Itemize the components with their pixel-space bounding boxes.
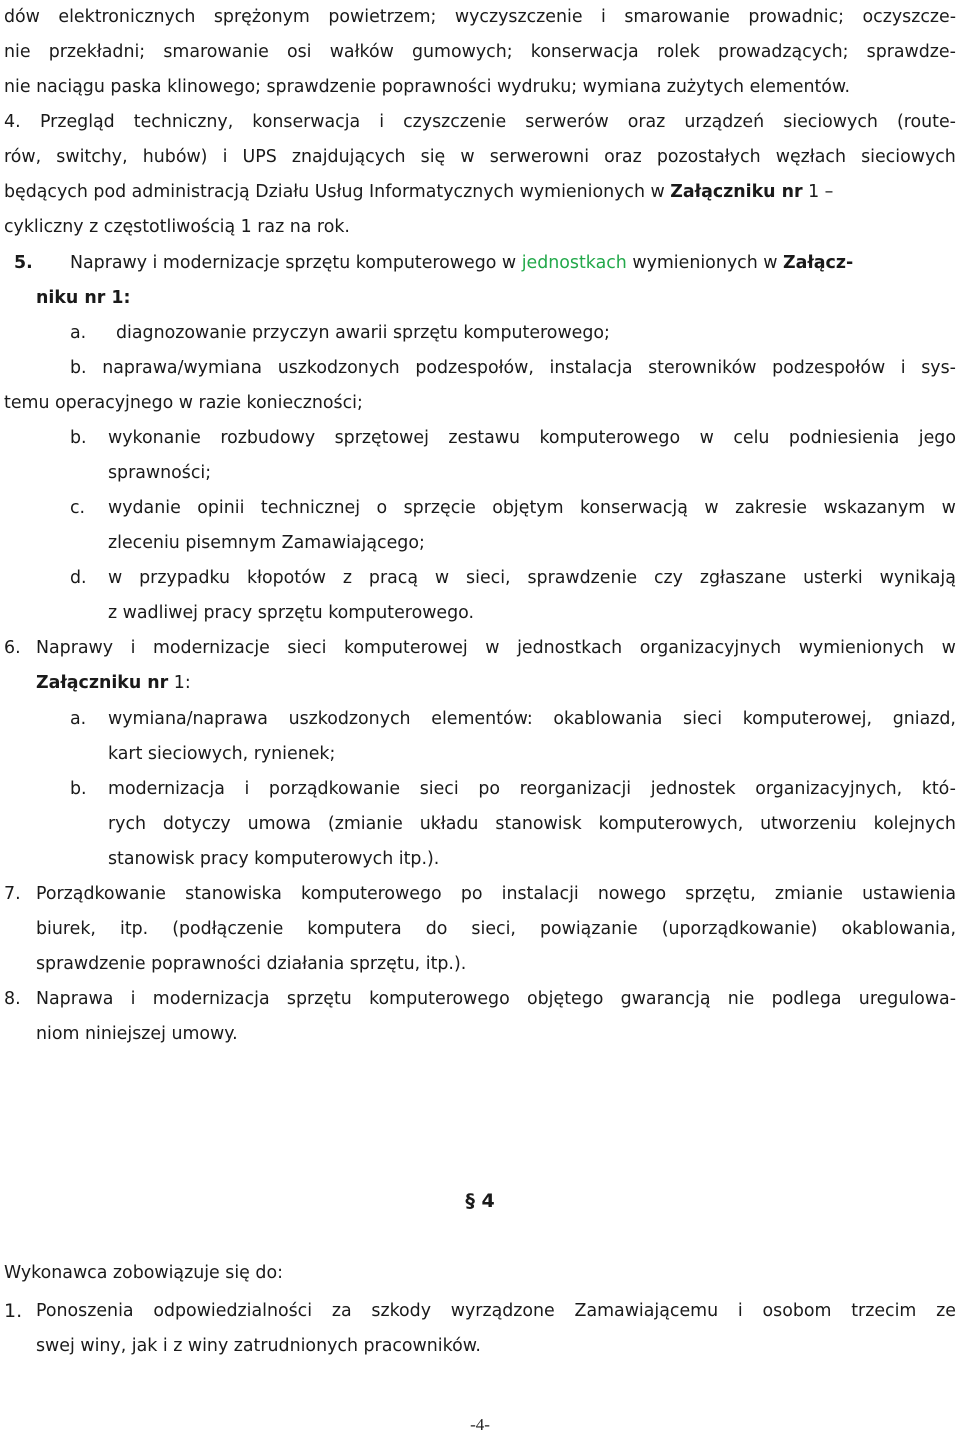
word: zakresie	[735, 498, 807, 518]
list-number: 4.	[4, 112, 21, 132]
word: pozostałych	[656, 147, 761, 167]
word: serwerowni	[489, 147, 590, 167]
word: sprzętu,	[685, 884, 756, 904]
word: i	[900, 358, 906, 378]
text-segment: Naprawy i modernizacje sprzętu komputerowego w	[70, 253, 522, 273]
word: i	[130, 989, 136, 1009]
word: hubów)	[142, 147, 208, 167]
word: uszkodzonych	[288, 709, 411, 729]
paragraph-line	[4, 41, 956, 63]
word: b.	[70, 358, 87, 378]
word: oczyszcze-	[862, 7, 956, 27]
word: nie	[4, 42, 31, 62]
word: uszkodzonych	[277, 358, 400, 378]
word: nie	[727, 989, 755, 1009]
word: sieci	[419, 779, 459, 799]
section-intro: Wykonawca zobowiązuje się do:	[4, 1263, 283, 1283]
word: organizacyjnych,	[755, 779, 903, 799]
paragraph-line	[70, 252, 853, 274]
word: nowego	[597, 884, 667, 904]
word: technicznej	[260, 498, 361, 518]
word: jego	[918, 428, 956, 448]
word: przekładni;	[48, 42, 146, 62]
word: i	[244, 779, 250, 799]
word: UPS	[242, 147, 277, 167]
word: wyczyszczenie	[454, 7, 583, 27]
word: biurek,	[36, 919, 96, 939]
list-label: a.	[70, 709, 87, 729]
word: sprężonym	[213, 7, 310, 27]
paragraph-line	[108, 708, 956, 730]
paragraph-line	[40, 111, 956, 133]
word: prowadzących;	[718, 42, 849, 62]
list-label: b.	[70, 428, 87, 448]
word: układu	[419, 814, 479, 834]
text-line: temu operacyjnego w razie konieczności;	[4, 393, 363, 413]
word: instalacja	[549, 358, 633, 378]
list-label: d.	[70, 568, 87, 588]
word: (zmianie	[327, 814, 403, 834]
word: trzecim	[851, 1301, 917, 1321]
text-line: swej winy, jak i z winy zatrudnionych pracowników.	[36, 1336, 481, 1356]
word: usterki	[803, 568, 863, 588]
word: w	[460, 147, 475, 167]
text-line: niom niniejszej umowy.	[36, 1024, 238, 1044]
word: komputerowego	[539, 428, 681, 448]
word: powietrzem;	[328, 7, 437, 27]
text-segment: wymienionych w	[626, 253, 783, 273]
word: objętym	[492, 498, 564, 518]
word: o	[376, 498, 388, 518]
word: elementów:	[431, 709, 533, 729]
paragraph-line	[36, 1300, 956, 1322]
word: w	[434, 568, 450, 588]
word: stanowisk	[495, 814, 582, 834]
list-label: b.	[70, 779, 87, 799]
word: okablowania	[553, 709, 663, 729]
word: wynikają	[879, 568, 956, 588]
word: osobom	[762, 1301, 832, 1321]
word: ze	[936, 1301, 956, 1321]
word: dów	[4, 7, 40, 27]
paragraph-line	[70, 357, 956, 379]
word: kolejnych	[873, 814, 956, 834]
word: modernizacja	[108, 779, 225, 799]
word: porządkowanie	[268, 779, 401, 799]
word: (uporządkowanie)	[661, 919, 818, 939]
word: modernizacje	[152, 638, 270, 658]
word: reorganizacji	[519, 779, 632, 799]
attachment-reference: niku nr 1:	[36, 288, 131, 308]
word: czy	[653, 568, 683, 588]
word: szkody	[371, 1301, 432, 1321]
word: się	[420, 147, 446, 167]
word: zgłaszane	[699, 568, 787, 588]
paragraph-line	[36, 988, 956, 1010]
text-line: kart sieciowych, rynienek;	[108, 744, 336, 764]
word: pracą	[368, 568, 418, 588]
word: sprawdzenie	[527, 568, 638, 588]
units-link-text: jednostkach	[521, 253, 627, 273]
word: sys-	[921, 358, 956, 378]
word: objętego	[526, 989, 604, 1009]
word: z	[342, 568, 353, 588]
list-number: 8.	[4, 989, 21, 1009]
word: sprawdze-	[866, 42, 956, 62]
word: naprawa/wymiana	[102, 358, 263, 378]
word: czyszczenie	[403, 112, 507, 132]
word: i	[379, 112, 385, 132]
word: po	[478, 779, 501, 799]
word: sterowników	[648, 358, 757, 378]
word: komputerowego	[369, 989, 510, 1009]
word: komputerowych,	[598, 814, 744, 834]
word: osi	[286, 42, 312, 62]
word: komputerowego	[301, 884, 442, 904]
word: podlega	[771, 989, 842, 1009]
text-line: nie naciągu paska klinowego; sprawdzenie poprawności wydruku; wymiana zużytych elementów.	[4, 77, 851, 97]
word: konserwacja	[530, 42, 639, 62]
paragraph-line	[4, 6, 956, 28]
word: wyrządzone	[450, 1301, 555, 1321]
text-segment: będących pod administracją Działu Usług Informatycznych wymienionych w	[4, 182, 671, 202]
paragraph-line	[108, 778, 956, 800]
word: rów,	[4, 147, 42, 167]
word: sprzętu	[286, 989, 352, 1009]
section-heading: § 4	[465, 1190, 495, 1212]
paragraph-line	[36, 672, 191, 694]
word: jednostkach	[517, 638, 623, 658]
word: ustawienia	[862, 884, 956, 904]
paragraph-line	[36, 637, 956, 659]
word: wymienionych	[798, 638, 925, 658]
word: organizacyjnych	[639, 638, 782, 658]
word: i	[130, 638, 136, 658]
word: Naprawy	[36, 638, 114, 658]
page-number: -4-	[470, 1415, 490, 1434]
word: kłopotów	[246, 568, 326, 588]
attachment-reference: Załączniku nr	[36, 673, 169, 693]
word: powiązanie	[539, 919, 638, 939]
word: (podłączenie	[172, 919, 284, 939]
word: opinii	[197, 498, 245, 518]
word: węzłach	[775, 147, 846, 167]
text-line: sprawdzenie poprawności działania sprzętu, itp.).	[36, 954, 467, 974]
word: oraz	[627, 112, 666, 132]
word: Przegląd	[40, 112, 115, 132]
paragraph-line	[108, 497, 956, 519]
word: umowa	[247, 814, 312, 834]
word: wskazanym	[823, 498, 926, 518]
list-number: 6.	[4, 638, 21, 658]
word: serwerów	[525, 112, 609, 132]
word: stanowiska	[185, 884, 282, 904]
word: i	[601, 7, 606, 27]
word: gwarancją	[620, 989, 711, 1009]
attachment-reference: Załączniku nr	[670, 182, 803, 202]
text-line: cykliczny z częstotliwością 1 raz na rok.	[4, 217, 350, 237]
paragraph-line	[4, 181, 956, 203]
word: sieci,	[471, 919, 516, 939]
word: przypadku	[139, 568, 231, 588]
word: oraz	[604, 147, 642, 167]
word: rozbudowy	[220, 428, 316, 448]
word: rolek	[656, 42, 700, 62]
word: dotyczy	[162, 814, 231, 834]
word: zestawu	[448, 428, 520, 448]
word: w	[941, 638, 956, 658]
word: w	[704, 498, 719, 518]
word: modernizacja	[152, 989, 270, 1009]
word: podzespołów,	[415, 358, 534, 378]
list-label: c.	[70, 498, 86, 518]
word: za	[331, 1301, 352, 1321]
word: prowadnic;	[748, 7, 845, 27]
word: sieci	[287, 638, 327, 658]
word: któ-	[921, 779, 956, 799]
word: sprzętowej	[334, 428, 429, 448]
word: wymiana/naprawa	[108, 709, 268, 729]
text-line: z wadliwej pracy sprzętu komputerowego.	[108, 603, 475, 623]
word: odpowiedzialności	[153, 1301, 313, 1321]
word: urządzeń	[684, 112, 765, 132]
word: i	[737, 1301, 743, 1321]
word: sieciowych	[783, 112, 878, 132]
word: gniazd,	[892, 709, 956, 729]
word: zmianie	[774, 884, 844, 904]
word: w	[485, 638, 500, 658]
word: instalacji	[501, 884, 579, 904]
word: Naprawa	[36, 989, 114, 1009]
word: w	[941, 498, 956, 518]
paragraph-line	[108, 567, 956, 589]
word: do	[425, 919, 448, 939]
paragraph-line	[108, 427, 956, 449]
word: elektronicznych	[58, 7, 196, 27]
list-number: 7.	[4, 884, 21, 904]
text-segment: 1 –	[802, 182, 834, 202]
word: w	[108, 568, 123, 588]
word: podzespołów	[772, 358, 886, 378]
word: w	[699, 428, 714, 448]
word: Ponoszenia	[36, 1301, 134, 1321]
list-number: 5.	[14, 253, 33, 273]
text-segment: 1:	[168, 673, 191, 693]
word: smarowanie	[624, 7, 730, 27]
text-line: diagnozowanie przyczyn awarii sprzętu komputerowego;	[116, 323, 610, 343]
word: komputera	[307, 919, 402, 939]
word: switchy,	[56, 147, 128, 167]
word: wykonanie	[108, 428, 201, 448]
word: sieciowych	[861, 147, 956, 167]
word: gumowych;	[411, 42, 513, 62]
word: konserwacja	[252, 112, 361, 132]
word: i	[222, 147, 228, 167]
word: po	[460, 884, 483, 904]
word: jednostek	[650, 779, 736, 799]
word: podniesienia	[788, 428, 900, 448]
list-number: 1.	[4, 1300, 23, 1322]
paragraph-line	[108, 813, 956, 835]
word: techniczny,	[133, 112, 234, 132]
attachment-reference: Załącz-	[783, 253, 854, 273]
word: Zamawiającemu	[574, 1301, 719, 1321]
text-line: sprawności;	[108, 463, 212, 483]
paragraph-line	[4, 146, 956, 168]
paragraph-line	[36, 883, 956, 905]
word: komputerowej	[343, 638, 468, 658]
word: sieci	[683, 709, 723, 729]
word: komputerowej,	[742, 709, 873, 729]
text-line: zleceniu pisemnym Zamawiającego;	[108, 533, 425, 553]
word: uregulowa-	[858, 989, 956, 1009]
word: wydanie	[108, 498, 181, 518]
list-label: a.	[70, 323, 87, 343]
word: znajdujących	[291, 147, 406, 167]
word: Porządkowanie	[36, 884, 167, 904]
word: sieci,	[466, 568, 511, 588]
word: utworzeniu	[760, 814, 857, 834]
word: rych	[108, 814, 147, 834]
word: celu	[733, 428, 770, 448]
word: konserwacją	[579, 498, 688, 518]
paragraph-line	[36, 918, 956, 940]
word: okablowania,	[841, 919, 956, 939]
word: (route-	[896, 112, 956, 132]
text-line: stanowisk pracy komputerowych itp.).	[108, 849, 440, 869]
word: itp.	[119, 919, 149, 939]
word: wałków	[329, 42, 394, 62]
word: sprzęcie	[403, 498, 476, 518]
word: smarowanie	[163, 42, 269, 62]
